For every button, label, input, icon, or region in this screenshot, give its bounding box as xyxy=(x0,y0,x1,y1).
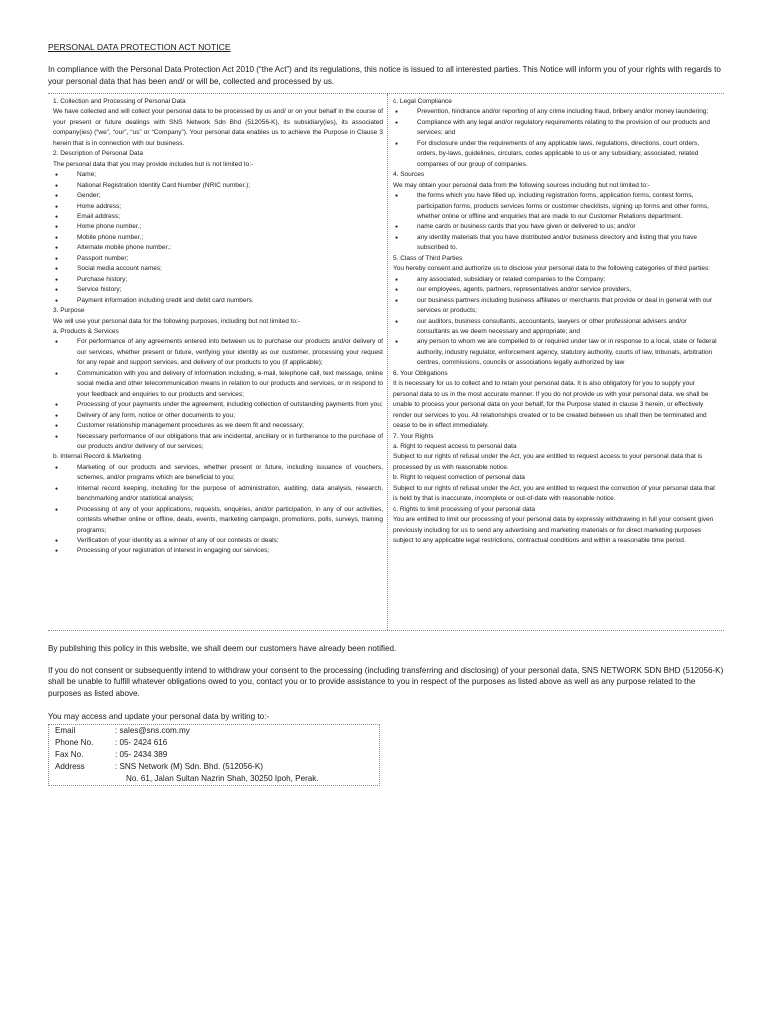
section-5-heading: 5. Class of Third Parties xyxy=(393,254,463,262)
section-7-heading: 7. Your Rights xyxy=(393,432,434,440)
list-item: ● Prevention, hindrance and/or reporting of any crime including fraud, bribery and/or money laundering; xyxy=(393,107,719,117)
list-item: ● Delivery of any form, notice or other documents to you; xyxy=(53,411,383,421)
intro-paragraph: In compliance with the Personal Data Protection Act 2010 (“the Act”) and its regulations, this notice is issued to all interested parties. This Notice will inform you of your rights with regards to your personal data that has been and/ or will be, collected and processed by us. xyxy=(48,65,721,86)
list-item: ● the forms which you have filled up, including registration forms, application forms, contest forms, participation forms, products services forms or customer checklists, signing up forms and other forms, whether online or offline and enquiries that are made to our Customer Relations department. xyxy=(393,191,719,222)
section-3b-heading: b. Internal Record & Marketing xyxy=(53,453,142,461)
fax-label: Fax No. xyxy=(55,749,84,759)
phone-label: Phone No. xyxy=(55,737,94,747)
list-item: ● Home phone number.; xyxy=(53,222,383,232)
section-7b-heading: b. Right to request correction of personal data xyxy=(393,474,525,482)
contact-row-fax xyxy=(49,749,379,761)
notice-page xyxy=(48,40,724,786)
list-item: ● Compliance with any legal and/or regulatory requirements relating to the provision of our products and services; and xyxy=(393,118,719,139)
access-instruction: You may access and update your personal data by writing to:- xyxy=(48,712,270,721)
list-item: ● Processing of any of your applications, requests, enquiries, and/or participation, in any of our activities, contests whether online or offline, deals, events, marketing campaign, promotions, polls, surveys, training programs; xyxy=(53,505,383,536)
list-item: ● Home address; xyxy=(53,202,383,212)
contact-row-address xyxy=(49,761,379,773)
list-item: ● Social media account names; xyxy=(53,264,383,274)
section-7b-text: Subject to our rights of refusal under the Act, you are entitled to request the correction of your personal data that is held by that is inaccurate, incomplete or out-of-date with reasonable notice. xyxy=(393,484,715,503)
list-item: ● Mobile phone number.; xyxy=(53,233,383,243)
list-item: ● Customer relationship management procedures as we deem fit and necessary; xyxy=(53,421,383,431)
list-item: ● Email address; xyxy=(53,212,383,222)
section-6-text: It is necessary for us to collect and to retain your personal data. It is also obligatory for you to supply your personal data to us in the most accurate manner. If you do not provide us with your personal data, we shall be unable to process your personal data on your behalf, for the Purpose stated in clause 3 herein, or effectively render our services to you. All relationships created or to be created between us shall then be terminated and cease to be in effect immediately. xyxy=(393,380,709,430)
list-item: ● Communication with you and delivery of information including, e-mail, telephone call, text message, online social media and other telecommunication means in relation to our products and services, or in respond to your feedback and enquiries to our products and services; xyxy=(53,369,383,400)
sources-list xyxy=(393,191,719,254)
personal-data-list xyxy=(53,170,383,306)
list-item: ● Service history; xyxy=(53,285,383,295)
phone-value: : 05- 2424 616 xyxy=(115,737,168,747)
section-5-text: You hereby consent and authorize us to disclose your personal data to the following categories of third parties: xyxy=(393,265,711,273)
list-item: ● Processing of your registration of interest in engaging our services; xyxy=(53,546,383,556)
list-item: ● our employees, agents, partners, representatives and/or service providers, xyxy=(393,285,719,295)
list-item: ● our business partners including business affiliates or merchants that provide or deal in general with our services or products; xyxy=(393,296,719,317)
list-item: ● name cards or business cards that you have given or delivered to us; and/or xyxy=(393,222,719,232)
publishing-statement: By publishing this policy in this website, we shall deem our customers have already been notified. xyxy=(48,644,397,653)
list-item: ● Necessary performance of our obligations that are incidental, ancillary or in furtherance to the purchase of our products and/or delivery of our services; xyxy=(53,432,383,453)
section-2-text: The personal data that you may provide includes but is not limited to:- xyxy=(53,160,254,168)
section-7a-text: Subject to our rights of refusal under the Act, you are entitled to request access to your personal data that is processed by us with reasonable notice. xyxy=(393,453,703,471)
third-parties-list xyxy=(393,275,719,369)
list-item: ● any associated, subsidiary or related companies to the Company; xyxy=(393,275,719,285)
list-item: ● any identity materials that you have distributed and/or business directory and listing that you have subscribed to. xyxy=(393,233,719,254)
email-value: : sales@sns.com.my xyxy=(115,725,190,735)
list-item: ● Internal record keeping, including for the purpose of administration, auditing, data analysis, research, benchmarking and/or statistical analysis; xyxy=(53,484,383,505)
contact-row-email xyxy=(49,725,379,737)
address-label: Address xyxy=(55,761,85,771)
section-3a-heading: a. Products & Services xyxy=(53,327,119,335)
section-4-heading: 4. Sources xyxy=(393,171,425,179)
list-item: ● Passport number; xyxy=(53,254,383,264)
page-title: PERSONAL DATA PROTECTION ACT NOTICE xyxy=(48,42,231,52)
list-item: ● Verification of your identity as a winner of any of our contests or deals; xyxy=(53,536,383,546)
section-7c-heading: c. Rights to limit processing of your personal data xyxy=(393,505,535,513)
list-item: ● Marketing of our products and services, whether present or future, including issuance of vouchers, schemes, and/or programs which are beneficial to you; xyxy=(53,463,383,484)
contact-row-phone xyxy=(49,737,379,749)
consent-paragraph: If you do not consent or subsequently intend to withdraw your consent to the processing (including transferring and disclosing) of your personal data, SNS NETWORK SDN BHD (512056-K) shall be unable to fulfill whatever obligations owed to you, contact you or to provide assistance to you in respect of the purposes as listed above as well as any purpose related to the purposes as listed above. xyxy=(48,665,724,698)
section-1-heading: 1. Collection and Processing of Personal Data xyxy=(53,98,186,105)
email-label: Email xyxy=(55,725,76,735)
products-services-list xyxy=(53,337,383,452)
internal-record-list xyxy=(53,463,383,557)
address-line-2: No. 61, Jalan Sultan Nazrin Shah, 30250 Ipoh, Perak. xyxy=(126,773,319,783)
section-1-text: We have collected and will collect your personal data to be processed by us and/ or on your behalf in the course of your present or future dealings with SNS Network Sdn Bhd (512056-K), its subsidiary(ies), its associated company(ies) (“we”, “our”, “us” or “Company”). Your personal data enables us to achieve the Purpose in Clause 3 herein that is in connection with our business. xyxy=(53,108,383,147)
list-item: ● our auditors, business consultants, accountants, lawyers or other professional advisers and/or consultants as we deem necessary and appropriate; and xyxy=(393,317,719,338)
section-7c-text: You are entitled to limit our processing of your personal data by expressly withdrawing in full your consent given previously including for us to send any advertising and marketing materials or for direct marketing purposes subject to any applicable legal restrictions, contractual conditions and within a reasonable time period. xyxy=(393,516,714,545)
list-item: ● any person to whom we are compelled to or required under law or in response to a local, state or federal authority, industry regulator, enforcement agency, statutory authority, courts of law, tribunals, arbitration centres, commissions, councils or associations legally authorized by law xyxy=(393,337,719,368)
right-column xyxy=(393,97,719,546)
section-4-text: We may obtain your personal data from the following sources including but not limited to:- xyxy=(393,181,651,189)
section-6-heading: 6. Your Obligations xyxy=(393,369,448,377)
legal-compliance-list xyxy=(393,107,719,170)
notice-table xyxy=(48,93,724,631)
list-item: ● National Registration Identity Card Number (NRIC number.); xyxy=(53,181,383,191)
section-3-heading: 3. Purpose xyxy=(53,307,85,315)
list-item: ● Payment information including credit and debit card numbers. xyxy=(53,296,383,306)
address-value: : SNS Network (M) Sdn. Bhd. (512056-K) xyxy=(115,761,263,771)
contact-table xyxy=(48,724,380,786)
section-2-heading: 2. Description of Personal Data xyxy=(53,150,143,158)
list-item: ● Processing of your payments under the agreement, including collection of outstanding payments from you; xyxy=(53,400,383,410)
fax-value: : 05- 2434 389 xyxy=(115,749,168,759)
list-item: ● Purchase history; xyxy=(53,275,383,285)
section-3c-heading: c. Legal Compliance xyxy=(393,98,452,105)
list-item: ● For performance of any agreements entered into between us to purchase our products and/or delivery of our services, whether present or future, verifying your identity as our customer, processing your request for any repair and support services, and delivery of our products to you (if applicable); xyxy=(53,337,383,368)
list-item: ● Name; xyxy=(53,170,383,180)
list-item: ● Gender; xyxy=(53,191,383,201)
section-3-text: We will use your personal data for the following purposes, including but not limited to:- xyxy=(53,317,301,325)
list-item: ● Alternate mobile phone number.; xyxy=(53,243,383,253)
list-item: ● For disclosure under the requirements of any applicable laws, regulations, directions, court orders, orders, by-laws, guidelines, circulars, codes applicable to us or any subsidiary, associated, related companies of our group of companies. xyxy=(393,139,719,170)
column-divider xyxy=(387,94,388,630)
section-7a-heading: a. Right to request access to personal data xyxy=(393,442,517,450)
left-column xyxy=(53,97,383,557)
